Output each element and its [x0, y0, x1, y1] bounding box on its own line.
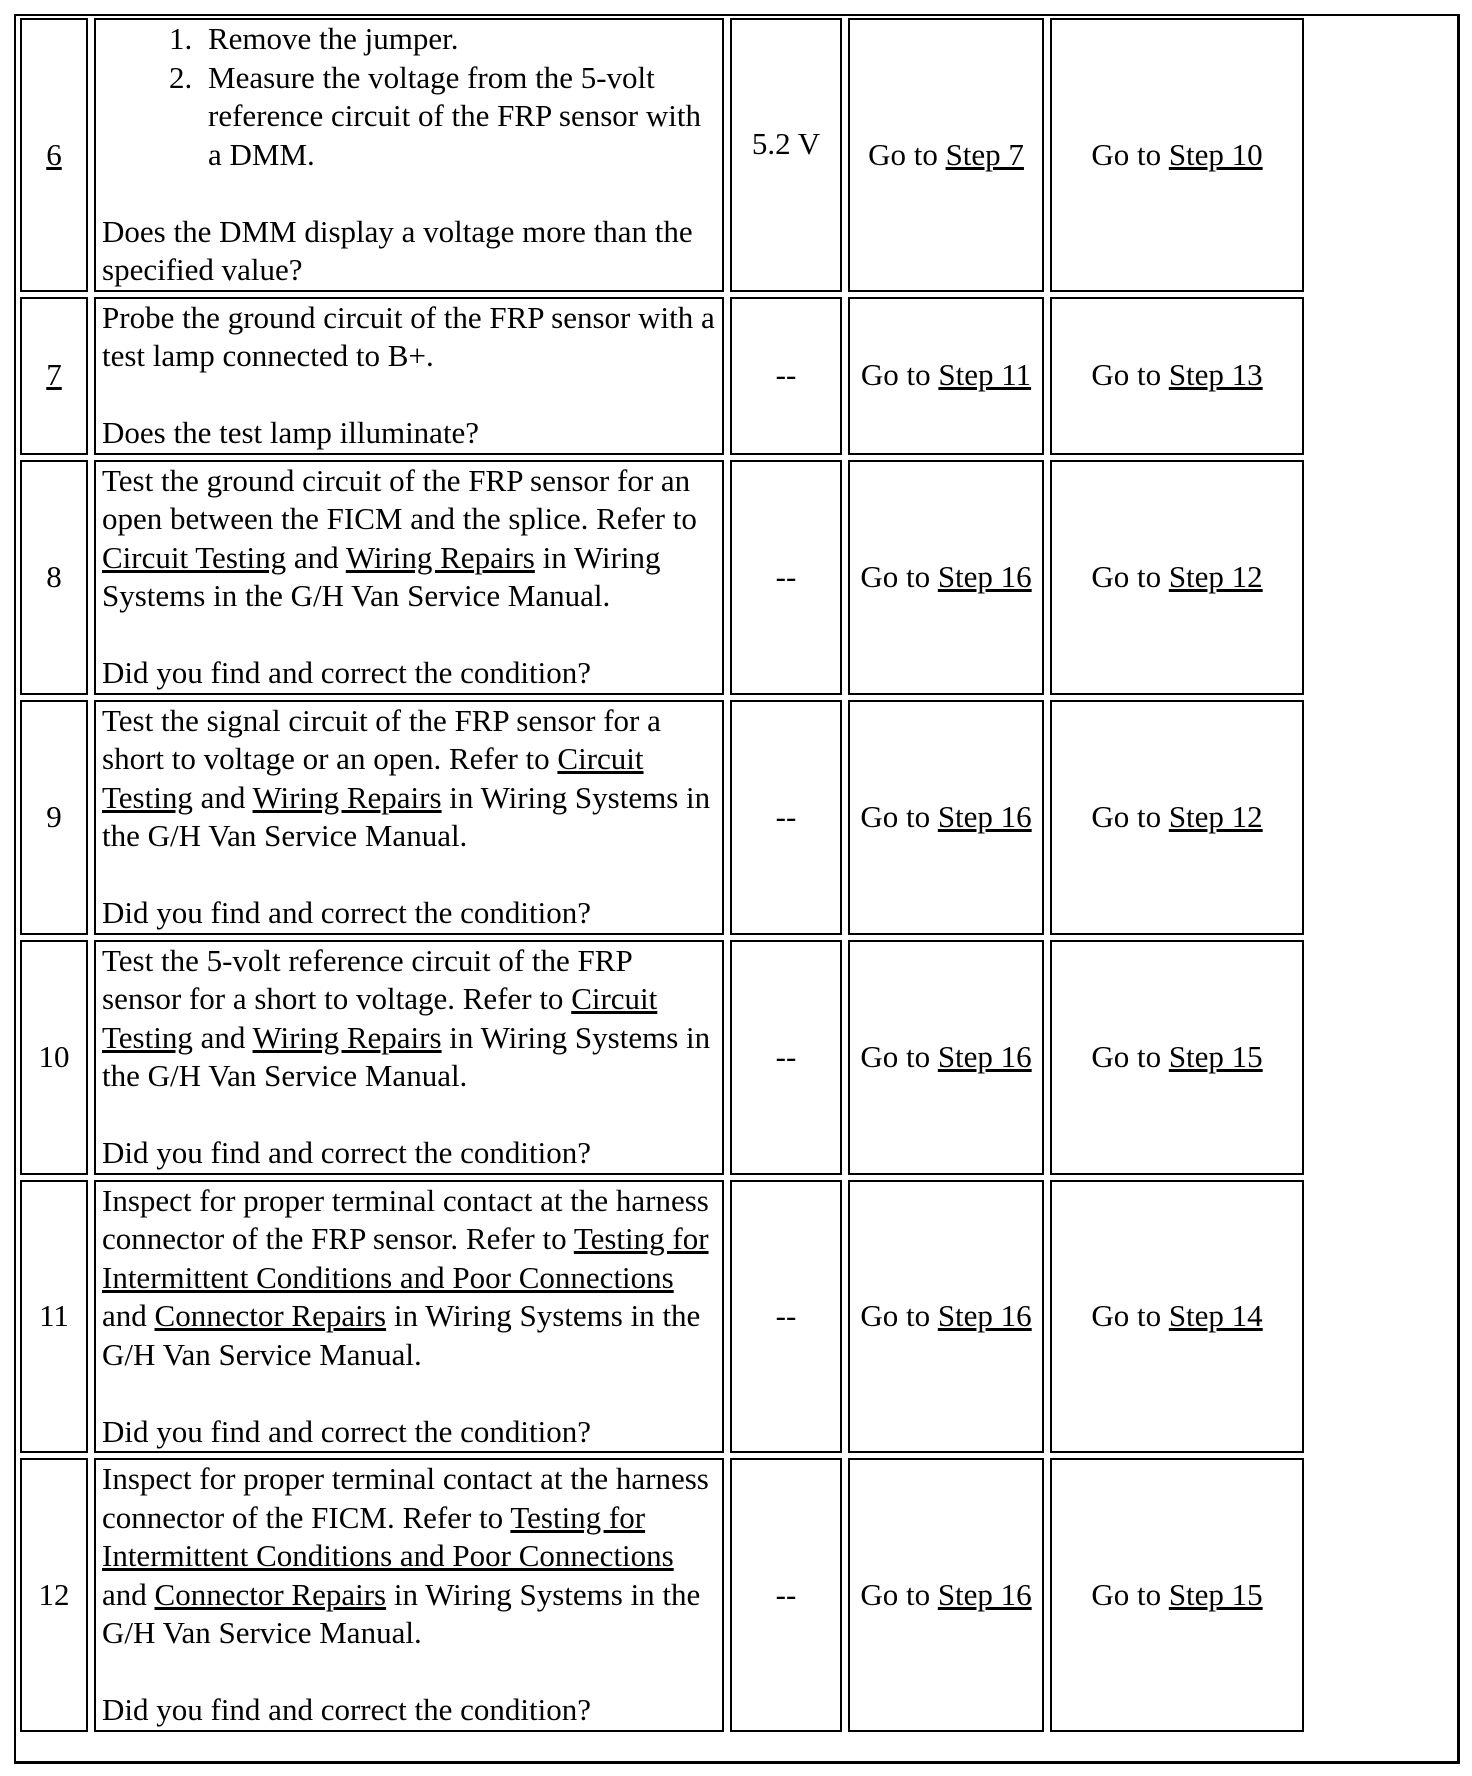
- question-text: Did you find and correct the condition?: [102, 1692, 591, 1727]
- list-item: 2. Measure the voltage from the 5-volt reference circuit of the FRP sensor with a DMM.: [200, 59, 716, 175]
- yes-prefix: Go to: [860, 1298, 938, 1333]
- yes-prefix: Go to: [860, 357, 939, 393]
- action-text: and: [102, 1298, 155, 1333]
- action-text: Inspect for proper terminal contact at the harness connector of the FRP sensor. Refer to: [102, 1182, 709, 1256]
- yes-step-link[interactable]: Step 16: [937, 558, 1032, 594]
- table-row: [20, 18, 1304, 292]
- step-number-cell: [20, 940, 88, 1175]
- table-row: [20, 1458, 1304, 1732]
- no-cell: [1050, 18, 1304, 292]
- value-cell: [730, 460, 842, 695]
- no-cell: [1050, 1458, 1304, 1732]
- table-row: [20, 297, 1304, 455]
- specified-value: --: [775, 1298, 797, 1333]
- question-text: Does the DMM display a voltage more than the specified value?: [102, 213, 693, 287]
- no-step-link[interactable]: Step 12: [1168, 798, 1263, 834]
- specified-value: --: [775, 798, 797, 834]
- step-number-cell: [20, 1458, 88, 1732]
- action-text: Test the 5-volt reference circuit of the FRP sensor for a short to voltage. Refer to: [102, 942, 632, 1016]
- wiring-repairs-link[interactable]: Wiring Repairs: [345, 539, 535, 575]
- yes-cell: [848, 700, 1044, 935]
- yes-cell: [848, 1458, 1044, 1732]
- wiring-repairs-link[interactable]: Wiring Repairs: [252, 1019, 442, 1055]
- step-number: 10: [38, 1038, 70, 1074]
- yes-step-link[interactable]: Step 16: [937, 1298, 1032, 1333]
- diagnostic-table-frame: [14, 14, 1460, 1764]
- step-number-link[interactable]: 6: [46, 136, 62, 172]
- action-list: [102, 20, 716, 174]
- no-cell: [1050, 700, 1304, 935]
- connector-repairs-link[interactable]: Connector Repairs: [154, 1298, 387, 1333]
- step-number-cell: [20, 1180, 88, 1454]
- action-cell: [94, 1458, 724, 1732]
- action-text: Inspect for proper terminal contact at the harness connector of the FICM. Refer to: [102, 1461, 709, 1535]
- no-cell: [1050, 297, 1304, 455]
- action-text: in Wiring Systems in the G/H Van Service Manual.: [102, 1298, 701, 1372]
- action-text: and: [192, 1019, 253, 1055]
- action-cell: [94, 1180, 724, 1454]
- value-cell: [730, 700, 842, 935]
- no-step-link[interactable]: Step 14: [1168, 1298, 1263, 1333]
- action-text: Probe the ground circuit of the FRP sensor with a test lamp connected to B+.: [102, 299, 715, 373]
- step-number-cell: [20, 297, 88, 455]
- step-number: 12: [38, 1576, 70, 1612]
- action-text: and: [192, 779, 253, 815]
- yes-cell: [848, 940, 1044, 1175]
- question-text: Did you find and correct the condition?: [102, 1135, 591, 1170]
- value-cell: [730, 18, 842, 292]
- action-text: Test the ground circuit of the FRP sensor for an open between the FICM and the splice. Refer to: [102, 462, 697, 536]
- yes-cell: [848, 1180, 1044, 1454]
- circuit-testing-link[interactable]: Circuit Testing: [102, 741, 644, 815]
- step-number-cell: [20, 18, 88, 292]
- yes-step-link[interactable]: Step 16: [937, 798, 1032, 834]
- action-cell: [94, 700, 724, 935]
- value-cell: [730, 1180, 842, 1454]
- intermittent-conditions-link[interactable]: Testing for Intermittent Conditions and Poor Connections: [102, 1499, 674, 1573]
- step-number: 9: [46, 798, 62, 834]
- yes-prefix: Go to: [860, 558, 938, 594]
- yes-step-link[interactable]: Step 16: [937, 1038, 1032, 1074]
- action-text: in Wiring Systems in the G/H Van Service Manual.: [102, 779, 711, 853]
- step-number-link[interactable]: 7: [46, 357, 62, 393]
- no-prefix: Go to: [1091, 798, 1169, 834]
- step-number-cell: [20, 460, 88, 695]
- action-cell: [94, 297, 724, 455]
- table-row: [20, 1180, 1304, 1454]
- yes-prefix: Go to: [860, 1038, 938, 1074]
- yes-step-link[interactable]: Step 16: [937, 1576, 1032, 1612]
- diagnostic-steps-table: [14, 13, 1310, 1737]
- yes-step-link[interactable]: Step 11: [938, 357, 1032, 393]
- action-text: in Wiring Systems in the G/H Van Service Manual.: [102, 1576, 701, 1650]
- yes-step-link[interactable]: Step 7: [945, 136, 1024, 172]
- wiring-repairs-link[interactable]: Wiring Repairs: [252, 779, 442, 815]
- yes-cell: [848, 18, 1044, 292]
- no-step-link[interactable]: Step 15: [1168, 1038, 1263, 1074]
- specified-value: 5.2 V: [751, 126, 821, 161]
- action-cell: [94, 940, 724, 1175]
- no-prefix: Go to: [1091, 558, 1169, 594]
- list-item: 1. Remove the jumper.: [200, 20, 716, 59]
- no-cell: [1050, 940, 1304, 1175]
- yes-prefix: Go to: [868, 136, 946, 172]
- step-number: 11: [39, 1298, 69, 1333]
- action-text: in Wiring Systems in the G/H Van Service Manual.: [102, 1019, 711, 1093]
- no-cell: [1050, 460, 1304, 695]
- action-cell: [94, 18, 724, 292]
- specified-value: --: [775, 1576, 797, 1612]
- question-text: Does the test lamp illuminate?: [102, 415, 480, 450]
- yes-prefix: Go to: [860, 1576, 938, 1612]
- no-prefix: Go to: [1091, 357, 1169, 393]
- question-text: Did you find and correct the condition?: [102, 1413, 591, 1449]
- connector-repairs-link[interactable]: Connector Repairs: [154, 1576, 387, 1612]
- no-step-link[interactable]: Step 10: [1168, 136, 1263, 172]
- yes-cell: [848, 460, 1044, 695]
- circuit-testing-link[interactable]: Circuit Testing: [102, 981, 658, 1055]
- action-cell: [94, 460, 724, 695]
- circuit-testing-link[interactable]: Circuit Testing: [102, 539, 287, 575]
- table-row: [20, 940, 1304, 1175]
- no-prefix: Go to: [1091, 1038, 1169, 1074]
- no-prefix: Go to: [1091, 1576, 1169, 1612]
- no-prefix: Go to: [1091, 1298, 1169, 1333]
- action-text: in Wiring Systems in the G/H Van Service Manual.: [102, 539, 661, 613]
- action-text: and: [102, 1576, 155, 1612]
- specified-value: --: [775, 1038, 797, 1074]
- no-step-link[interactable]: Step 15: [1168, 1576, 1263, 1612]
- step-number-cell: [20, 700, 88, 935]
- yes-prefix: Go to: [860, 798, 938, 834]
- no-step-link[interactable]: Step 12: [1168, 558, 1263, 594]
- value-cell: [730, 297, 842, 455]
- table-row: [20, 700, 1304, 935]
- action-text: and: [286, 539, 346, 575]
- value-cell: [730, 940, 842, 1175]
- no-prefix: Go to: [1091, 136, 1169, 172]
- no-step-link[interactable]: Step 13: [1168, 357, 1263, 393]
- specified-value: --: [775, 558, 797, 594]
- yes-cell: [848, 297, 1044, 455]
- specified-value: --: [775, 357, 797, 393]
- question-text: Did you find and correct the condition?: [102, 895, 591, 930]
- question-text: Did you find and correct the condition?: [102, 655, 591, 690]
- value-cell: [730, 1458, 842, 1732]
- step-number: 8: [46, 558, 62, 594]
- table-row: [20, 460, 1304, 695]
- action-text: Test the signal circuit of the FRP sensor for a short to voltage or an open. Refer to: [102, 702, 661, 776]
- intermittent-conditions-link[interactable]: Testing for Intermittent Conditions and Poor Connections: [102, 1221, 709, 1295]
- no-cell: [1050, 1180, 1304, 1454]
